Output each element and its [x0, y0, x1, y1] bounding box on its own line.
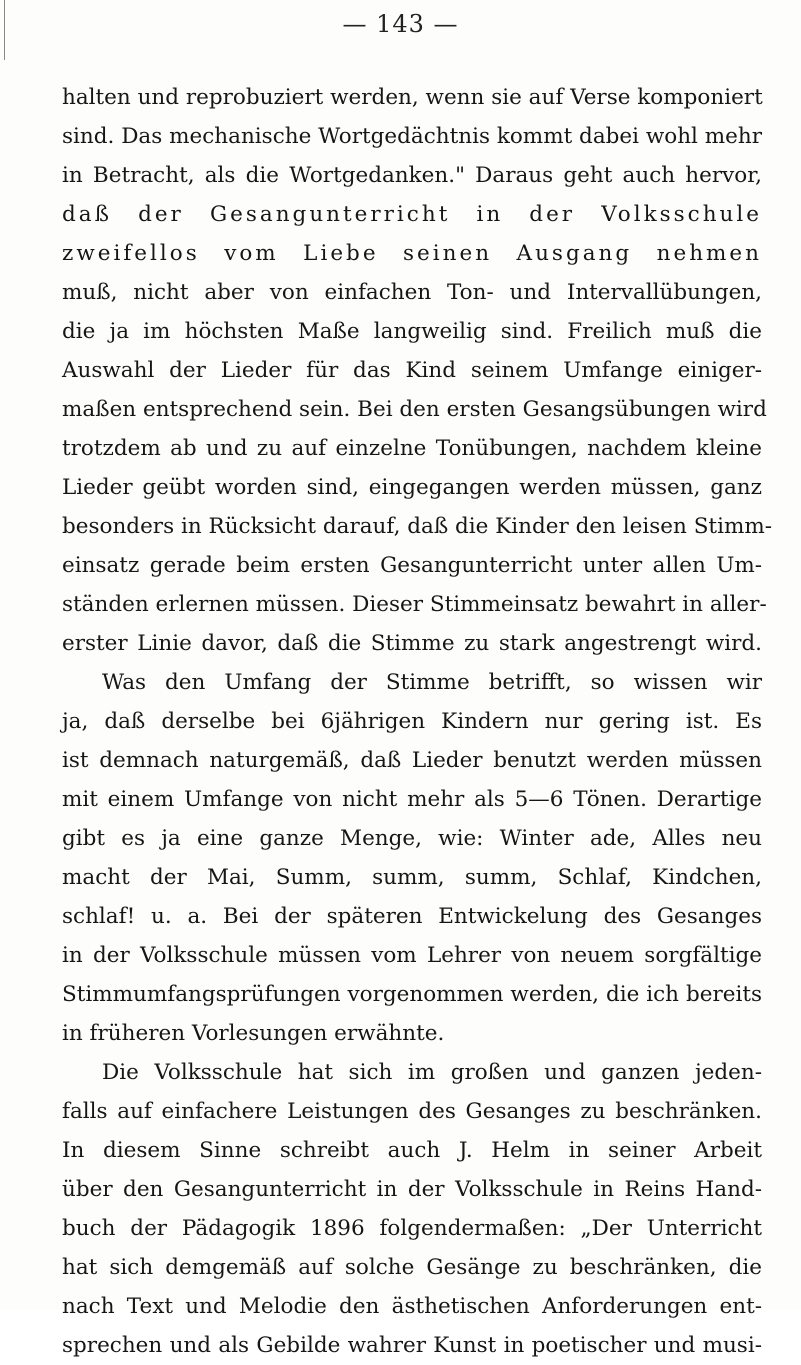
text-line: in Betracht, als die Wortgedanken." Daraus geht auch hervor, [62, 163, 762, 188]
text-line: in früheren Vorlesungen erwähnte. [62, 1021, 445, 1046]
text-line: Lieder geübt worden sind, eingegangen werden müssen, ganz [62, 475, 762, 500]
page-number: — 143 — [342, 10, 459, 38]
text-line: hat sich demgemäß auf solche Gesänge zu beschränken, die [62, 1255, 762, 1280]
text-line: falls auf einfachere Leistungen des Gesanges zu beschränken. [62, 1099, 762, 1124]
text-line: ja, daß derselbe bei 6jährigen Kindern nur gering ist. Es [62, 709, 762, 734]
text-line: Auswahl der Lieder für das Kind seinem Umfange einiger- [62, 358, 762, 383]
text-line: In diesem Sinne schreibt auch J. Helm in seiner Arbeit [62, 1138, 762, 1163]
text-line: besonders in Rücksicht darauf, daß die Kinder den leisen Stimm- [62, 514, 772, 539]
text-line: nach Text und Melodie den ästhetischen Anforderungen ent- [62, 1294, 762, 1319]
text-line: in der Volksschule müssen vom Lehrer von neuem sorgfältige [62, 943, 762, 968]
text-line: muß, nicht aber von einfachen Ton- und Intervallübungen, [62, 280, 762, 305]
text-line: maßen entsprechend sein. Bei den ersten Gesangsübungen wird [62, 397, 767, 422]
text-line: Die Volksschule hat sich im großen und ganzen jeden- [102, 1060, 762, 1085]
body-text [62, 78, 772, 1365]
text-line: die ja im höchsten Maße langweilig sind. Freilich muß die [62, 319, 762, 344]
text-line: über den Gesangunterricht in der Volksschule in Reins Hand- [62, 1177, 762, 1202]
text-line: gibt es ja eine ganze Menge, wie: Winter ade, Alles neu [62, 826, 762, 851]
text-line: Was den Umfang der Stimme betrifft, so wissen wir [102, 670, 762, 695]
text-line: zweifellos vom Liebe seinen Ausgang nehmen [62, 241, 762, 266]
text-line: halten und reprobuziert werden, wenn sie auf Verse komponiert [62, 85, 763, 110]
text-line: trotzdem ab und zu auf einzelne Tonübungen, nachdem kleine [62, 436, 762, 461]
text-line: buch der Pädagogik 1896 folgendermaßen: „Der Unterricht [62, 1216, 762, 1241]
text-line: ständen erlernen müssen. Dieser Stimmeinsatz bewahrt in aller- [62, 592, 767, 617]
text-line: erster Linie davor, daß die Stimme zu stark angestrengt wird. [62, 631, 762, 656]
text-line: daß der Gesangunterricht in der Volksschule [62, 202, 762, 227]
text-line: Stimmumfangsprüfungen vorgenommen werden, die ich bereits [62, 982, 762, 1007]
text-line: sind. Das mechanische Wortgedächtnis kommt dabei wohl mehr [62, 124, 762, 149]
text-line: schlaf! u. a. Bei der späteren Entwickelung des Gesanges [62, 904, 762, 929]
text-line: mit einem Umfange von nicht mehr als 5—6 Tönen. Derartige [62, 787, 762, 812]
text-line: ist demnach naturgemäß, daß Lieder benutzt werden müssen [62, 748, 762, 773]
text-line: macht der Mai, Summ, summ, summ, Schlaf, Kindchen, [62, 865, 762, 890]
text-line: einsatz gerade beim ersten Gesangunterricht unter allen Um- [62, 553, 762, 578]
text-line: sprechen und als Gebilde wahrer Kunst in poetischer und musi- [62, 1333, 762, 1358]
